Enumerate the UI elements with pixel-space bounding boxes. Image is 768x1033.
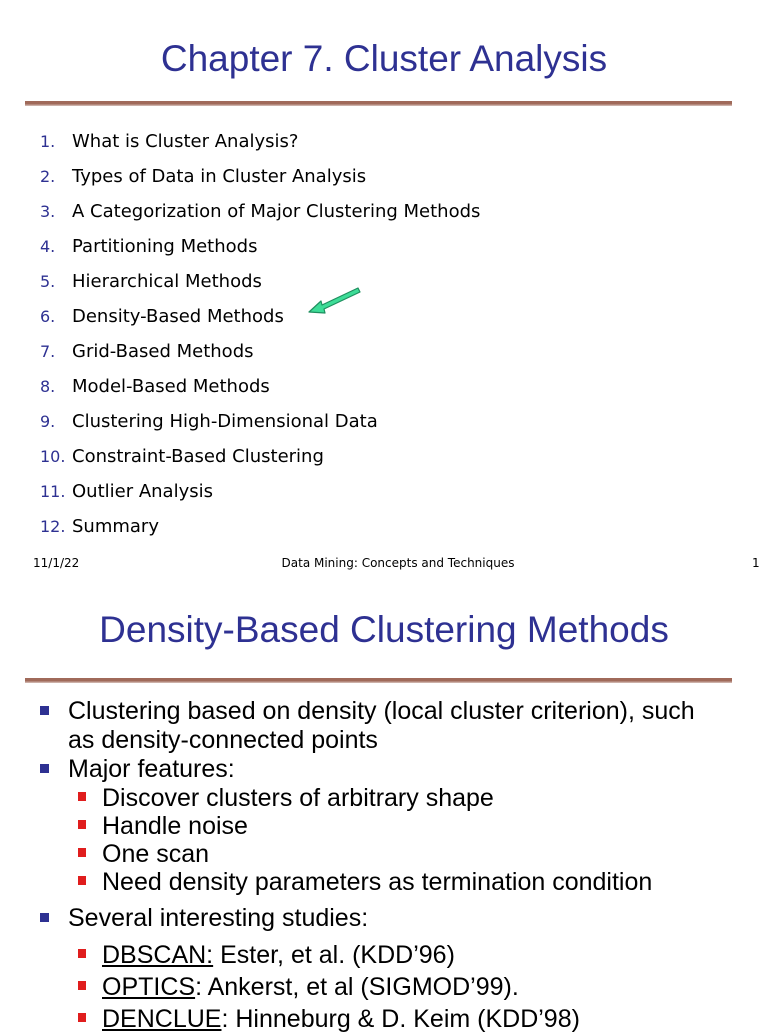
title-divider	[25, 678, 732, 683]
item-label: What is Cluster Analysis?	[72, 131, 299, 152]
sub-bullet-item	[40, 784, 740, 812]
title-divider	[25, 101, 732, 106]
item-label: Types of Data in Cluster Analysis	[72, 166, 367, 187]
square-bullet-icon	[78, 981, 86, 990]
slide-title: Chapter 7. Cluster Analysis	[160, 38, 608, 79]
study-item	[40, 973, 740, 1001]
square-bullet-icon	[78, 792, 86, 801]
list-item	[40, 509, 480, 544]
pointer-arrow-icon	[306, 286, 362, 316]
footer-page-number: 1	[752, 556, 760, 570]
sub-bullet-text: Need density parameters as termination condition	[102, 868, 653, 896]
square-bullet-icon	[78, 1013, 86, 1022]
study-citation: Ester, et al. (KDD’96)	[213, 941, 455, 969]
item-label: Model-Based Methods	[72, 376, 270, 397]
list-item	[40, 194, 480, 229]
item-label: Hierarchical Methods	[72, 271, 262, 292]
study-name-link[interactable]: DBSCAN:	[102, 941, 214, 969]
sub-bullet-item	[40, 868, 740, 896]
list-item	[40, 229, 480, 264]
bullet-text: Several interesting studies:	[68, 904, 369, 932]
item-label: Grid-Based Methods	[72, 341, 254, 362]
square-bullet-icon	[78, 848, 86, 857]
item-number: 10.	[40, 447, 66, 466]
table-of-contents	[40, 124, 480, 544]
item-number: 7.	[40, 342, 56, 361]
sub-bullet-text: Discover clusters of arbitrary shape	[102, 784, 494, 812]
bullet-item	[40, 755, 740, 784]
study-citation: : Hinneburg & D. Keim (KDD’98)	[221, 1005, 580, 1033]
list-item	[40, 439, 480, 474]
item-label: Clustering High-Dimensional Data	[72, 411, 378, 432]
sub-bullet-text: One scan	[102, 840, 210, 868]
item-number: 5.	[40, 272, 56, 291]
item-label: Partitioning Methods	[72, 236, 258, 257]
item-number: 6.	[40, 307, 56, 326]
item-number: 4.	[40, 237, 56, 256]
list-item	[40, 124, 480, 159]
square-bullet-icon	[40, 913, 49, 922]
sub-bullet-item	[40, 812, 740, 840]
list-item	[40, 474, 480, 509]
footer-date: 11/1/22	[33, 556, 80, 570]
slide-2	[0, 585, 768, 1033]
bullet-text: Major features:	[68, 755, 235, 783]
square-bullet-icon	[40, 764, 49, 773]
list-item	[40, 159, 480, 194]
item-label: A Categorization of Major Clustering Methods	[72, 201, 481, 222]
sub-bullet-item	[40, 840, 740, 868]
list-item	[40, 334, 480, 369]
item-number: 3.	[40, 202, 56, 221]
square-bullet-icon	[78, 876, 86, 885]
item-number: 8.	[40, 377, 56, 396]
bullet-list	[40, 697, 740, 1033]
bullet-text: Clustering based on density (local cluster criterion), such	[68, 697, 695, 725]
footer-title: Data Mining: Concepts and Techniques	[281, 556, 515, 570]
slide-title: Density-Based Clustering Methods	[99, 609, 669, 650]
bullet-item	[40, 904, 740, 933]
sub-bullet-text: Handle noise	[102, 812, 248, 840]
study-name-link[interactable]: OPTICS	[102, 973, 196, 1001]
item-label: Constraint-Based Clustering	[72, 446, 324, 467]
study-citation: : Ankerst, et al (SIGMOD’99).	[195, 973, 519, 1001]
square-bullet-icon	[78, 949, 86, 958]
item-number: 12.	[40, 517, 66, 536]
item-label: Outlier Analysis	[72, 481, 213, 502]
item-label: Summary	[72, 516, 159, 537]
item-number: 1.	[40, 132, 56, 151]
study-item	[40, 1005, 740, 1033]
bullet-item	[40, 697, 740, 755]
square-bullet-icon	[78, 820, 86, 829]
list-item	[40, 264, 480, 299]
study-item	[40, 941, 740, 969]
item-number: 2.	[40, 167, 56, 186]
item-number: 9.	[40, 412, 56, 431]
list-item	[40, 369, 480, 404]
square-bullet-icon	[40, 706, 49, 715]
item-number: 11.	[40, 482, 66, 501]
study-name-link[interactable]: DENCLUE	[102, 1005, 222, 1033]
item-label: Density-Based Methods	[72, 306, 284, 327]
list-item	[40, 404, 480, 439]
list-item	[40, 299, 480, 334]
bullet-text-continued: as density-connected points	[68, 726, 378, 754]
